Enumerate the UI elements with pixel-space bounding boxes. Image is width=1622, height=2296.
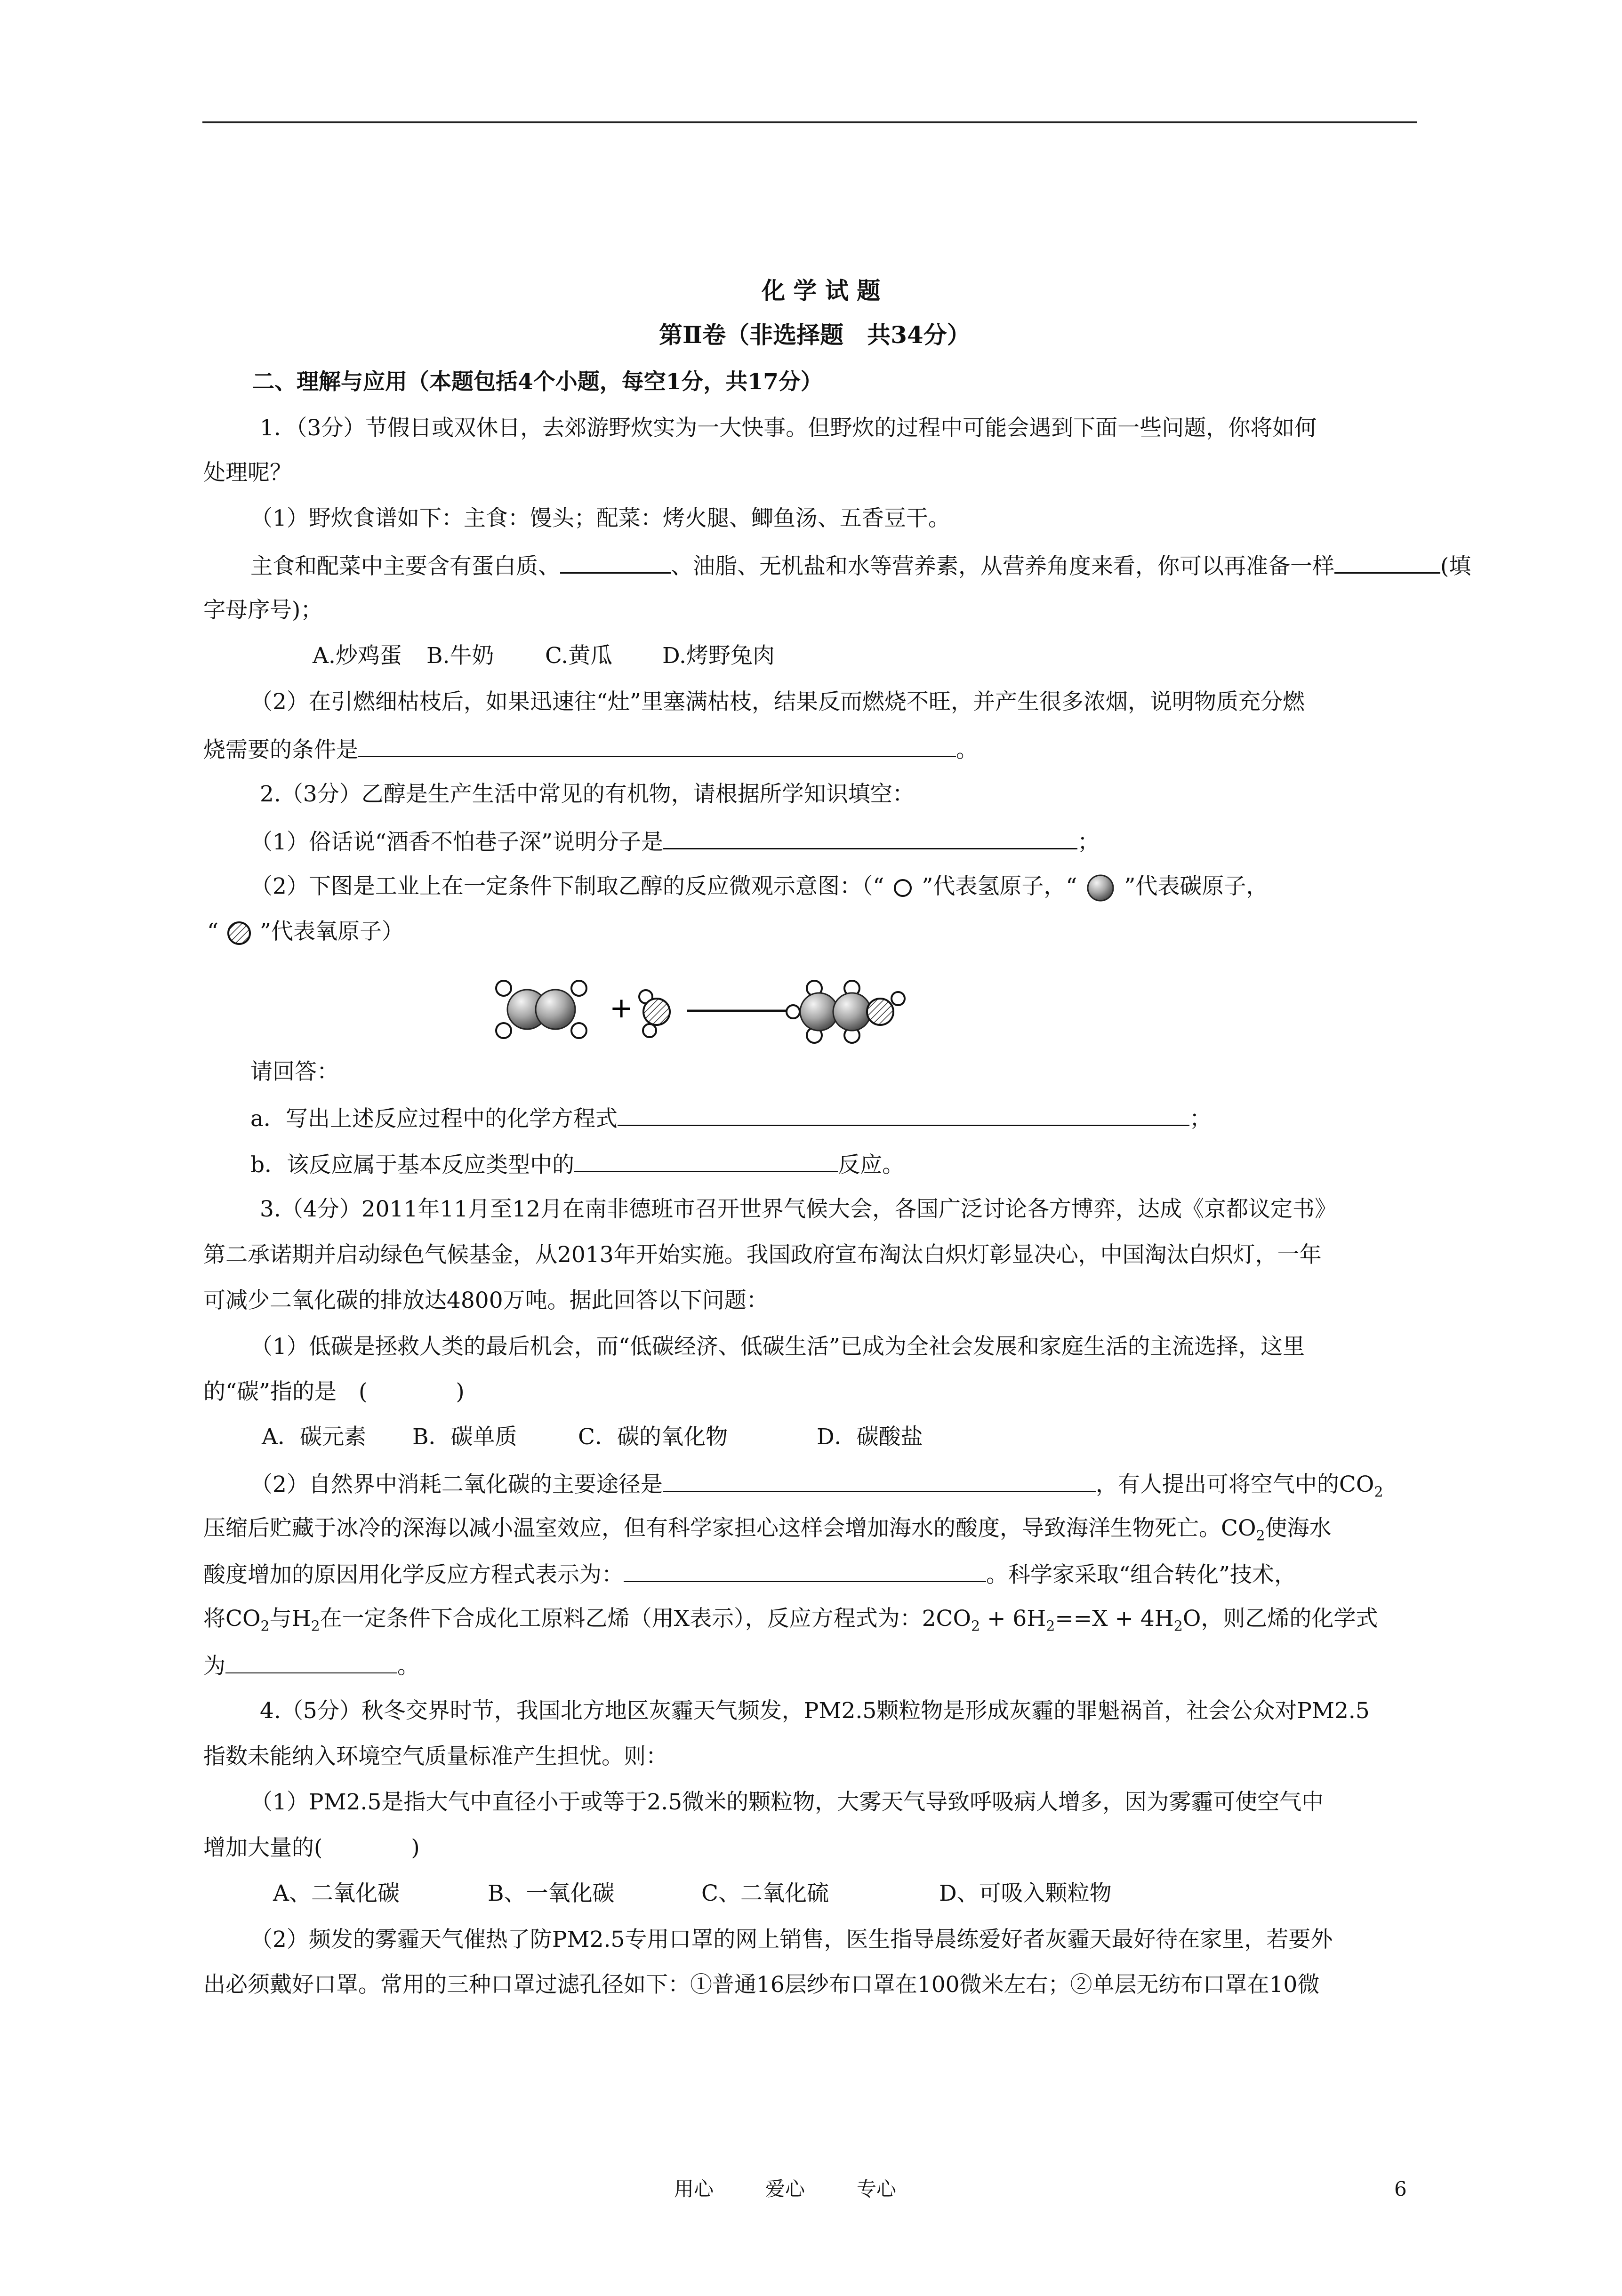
q3-text-c: 压缩后贮藏于冰冷的深海以减小温室效应，但有科学家担心这样会增加海水的酸度，导致海洋生物死亡。CO	[203, 1515, 1256, 1541]
subscript: 2	[260, 1618, 270, 1635]
q3-part1: （1）低碳是拯救人类的最后机会，而“低碳经济、低碳生活”已成为全社会发展和家庭生活的主流选择，这里	[250, 1334, 1305, 1360]
q2-part-a-line	[250, 1103, 1212, 1133]
blank-food-choice[interactable]	[1334, 551, 1440, 574]
carbon-atom-icon	[1084, 874, 1117, 902]
reaction-diagram	[494, 969, 941, 1054]
q4-option-a: A、二氧化碳	[273, 1880, 400, 1906]
q3-part1-end: 的“碳”指的是 ( )	[203, 1379, 465, 1405]
q1-part2-fill-line	[203, 734, 978, 764]
q2-part-b-line	[250, 1149, 904, 1179]
blank-reaction-type[interactable]	[574, 1149, 838, 1172]
q1-text-d: 烧需要的条件是	[203, 737, 358, 763]
q1-text-b: 、油脂、无机盐和水等营养素，从营养角度来看，你可以再准备一样	[671, 553, 1334, 579]
ethylene-molecule	[496, 981, 586, 1038]
q2-text-g: ”代表氧原子）	[259, 919, 404, 944]
co2-subscript: 2	[1256, 1528, 1265, 1544]
q3-line3: 可减少二氧化碳的排放达4800万吨。据此回答以下问题：	[203, 1288, 769, 1313]
q2-part2-line2	[207, 918, 404, 947]
q2-text-b: ；	[1077, 829, 1100, 855]
q3-text-g: 将CO	[203, 1606, 261, 1632]
co2-subscript: 2	[1374, 1484, 1383, 1501]
q2-text-e: ”代表碳原子，	[1124, 873, 1269, 899]
q1-part1: （1）野炊食谱如下：主食：馒头；配菜：烤火腿、鲫鱼汤、五香豆干。	[250, 505, 950, 531]
q4-part2: （2）频发的雾霾天气催热了防PM2.5专用口罩的网上销售，医生指导晨练爱好者灰霾天最好待在家里，若要外	[250, 1927, 1333, 1952]
blank-ethylene-formula[interactable]	[225, 1651, 397, 1673]
footer-motto-2: 爱心	[765, 2177, 805, 2200]
ethanol-molecule	[787, 981, 905, 1043]
q2-text-h: a．写出上述反应过程中的化学方程式	[250, 1106, 618, 1132]
q1-text-c: (填	[1440, 553, 1471, 579]
q4-option-c: C、二氧化硫	[701, 1880, 829, 1906]
blank-chemical-equation[interactable]	[618, 1103, 1189, 1126]
q1-part1-fill-line	[250, 551, 1471, 581]
q4-line2: 指数未能纳入环境空气质量标准产生担忧。则：	[203, 1744, 668, 1769]
q4-part2-line2: 出必须戴好口罩。常用的三种口罩过滤孔径如下：①普通16层纱布口罩在100微米左右；②单层无纺布口罩在10微	[203, 1972, 1320, 1998]
water-molecule	[639, 990, 670, 1037]
q2-text-c: （2）下图是工业上在一定条件下制取乙醇的反应微观示意图：（“	[250, 873, 884, 899]
q4-option-d: D、可吸入颗粒物	[939, 1880, 1112, 1906]
q3-line8	[203, 1560, 1296, 1589]
q4-part1-end: 增加大量的( )	[203, 1835, 420, 1861]
page-title: 化 学 试 题	[762, 277, 881, 304]
q2-stem: 2.（3分）乙醇是生产生活中常见的有机物，请根据所学知识填空：	[260, 781, 915, 807]
q2-text-d: ”代表氢原子，“	[922, 873, 1077, 899]
q3-text-d: 使海水	[1265, 1515, 1332, 1541]
subscript: 2	[971, 1618, 980, 1635]
footer-motto-3: 专心	[857, 2177, 897, 2200]
subscript: 2	[1046, 1618, 1055, 1635]
q3-text-m: 为	[203, 1653, 225, 1679]
q1-option-c: C.黄瓜	[545, 643, 613, 669]
q3-line7	[203, 1514, 1332, 1543]
q3-option-d: D．碳酸盐	[817, 1424, 923, 1450]
q3-text-l: O，则乙烯的化学式	[1182, 1606, 1378, 1632]
q2-text-i: ；	[1189, 1106, 1212, 1132]
q1-text-a: 主食和配菜中主要含有蛋白质、	[250, 553, 560, 579]
subscript: 2	[311, 1618, 320, 1635]
q3-text-n: 。	[397, 1653, 419, 1679]
q2-text-j: b．该反应属于基本反应类型中的	[250, 1152, 575, 1178]
q3-line9	[203, 1605, 1378, 1633]
q3-text-f: 。科学家采取“组合转化”技术，	[986, 1562, 1297, 1588]
q2-ask: 请回答：	[250, 1059, 339, 1085]
q3-text-i: 在一定条件下合成化工原料乙烯（用X表示），反应方程式为：2CO	[320, 1606, 972, 1632]
q3-text-a: （2）自然界中消耗二氧化碳的主要途径是	[250, 1472, 663, 1497]
q3-option-b: B．碳单质	[412, 1424, 517, 1450]
q1-option-a: A.炒鸡蛋	[313, 643, 402, 669]
q1-stem-line2: 处理呢？	[203, 460, 292, 486]
subscript: 2	[1173, 1618, 1183, 1635]
q3-text-j: + 6H	[980, 1606, 1046, 1632]
q2-text-k: 反应。	[838, 1152, 905, 1178]
q3-text-b: ，有人提出可将空气中的CO	[1095, 1472, 1374, 1497]
q4-part1: （1）PM2.5是指大气中直径小于或等于2.5微米的颗粒物，大雾天气导致呼吸病人增多，因为雾霾可使空气中	[250, 1789, 1324, 1815]
q2-text-a: （1）俗话说“酒香不怕巷子深”说明分子是	[250, 829, 663, 855]
q2-text-f: “	[207, 919, 219, 944]
q3-text-k: ==X + 4H	[1055, 1606, 1174, 1632]
q4-option-b: B、一氧化碳	[488, 1880, 615, 1906]
page-subtitle: 第Ⅱ卷（非选择题 共34分）	[659, 321, 971, 349]
plus-sign: +	[610, 992, 634, 1024]
q2-part2-line	[250, 872, 1268, 902]
blank-nutrient[interactable]	[560, 551, 671, 574]
q1-part2: （2）在引燃细枯枝后，如果迅速往“灶”里塞满枯枝，结果反而燃烧不旺，并产生很多浓烟，说明物质充分燃	[250, 689, 1305, 715]
q3-text-h: 与H	[269, 1606, 311, 1632]
section-heading: 二、理解与应用（本题包括4个小题，每空1分，共17分）	[252, 369, 823, 395]
q2-part1-line	[250, 826, 1100, 856]
q3-part2-line	[250, 1469, 1383, 1499]
q4-line1: 4.（5分）秋冬交界时节，我国北方地区灰霾天气频发，PM2.5颗粒物是形成灰霾的罪魁祸首，社会公众对PM2.5	[260, 1698, 1370, 1724]
q3-line10	[203, 1651, 419, 1680]
q3-text-e: 酸度增加的原因用化学反应方程式表示为：	[203, 1562, 624, 1588]
blank-combustion-condition[interactable]	[358, 734, 956, 757]
q3-line1: 3.（4分）2011年11月至12月在南非德班市召开世界气候大会，各国广泛讨论各方博弈，达成《京都议定书》	[260, 1196, 1337, 1222]
page-number: 6	[1394, 2177, 1407, 2200]
q1-text-e: 。	[956, 737, 978, 763]
footer-motto-1: 用心	[674, 2177, 714, 2200]
q3-line2: 第二承诺期并启动绿色气候基金，从2013年开始实施。我国政府宣布淘汰白炽灯彰显决心，中国淘汰白炽灯，一年	[203, 1242, 1322, 1268]
q1-option-d: D.烤野兔肉	[662, 643, 775, 669]
blank-molecule-property[interactable]	[663, 826, 1077, 849]
q3-option-a: A．碳元素	[262, 1424, 366, 1450]
q1-part1-end: 字母序号)；	[203, 597, 323, 623]
blank-acid-equation[interactable]	[624, 1560, 986, 1582]
oxygen-atom-icon	[225, 920, 253, 947]
q1-option-b: B.牛奶	[426, 643, 494, 669]
header-rule	[202, 121, 1417, 123]
q1-stem-line1: 1．（3分）节假日或双休日，去郊游野炊实为一大快事。但野炊的过程中可能会遇到下面一些问题，你将如何	[260, 415, 1317, 441]
q3-option-c: C．碳的氧化物	[578, 1424, 728, 1450]
blank-co2-pathway[interactable]	[663, 1469, 1096, 1492]
hydrogen-atom-icon	[891, 876, 915, 900]
